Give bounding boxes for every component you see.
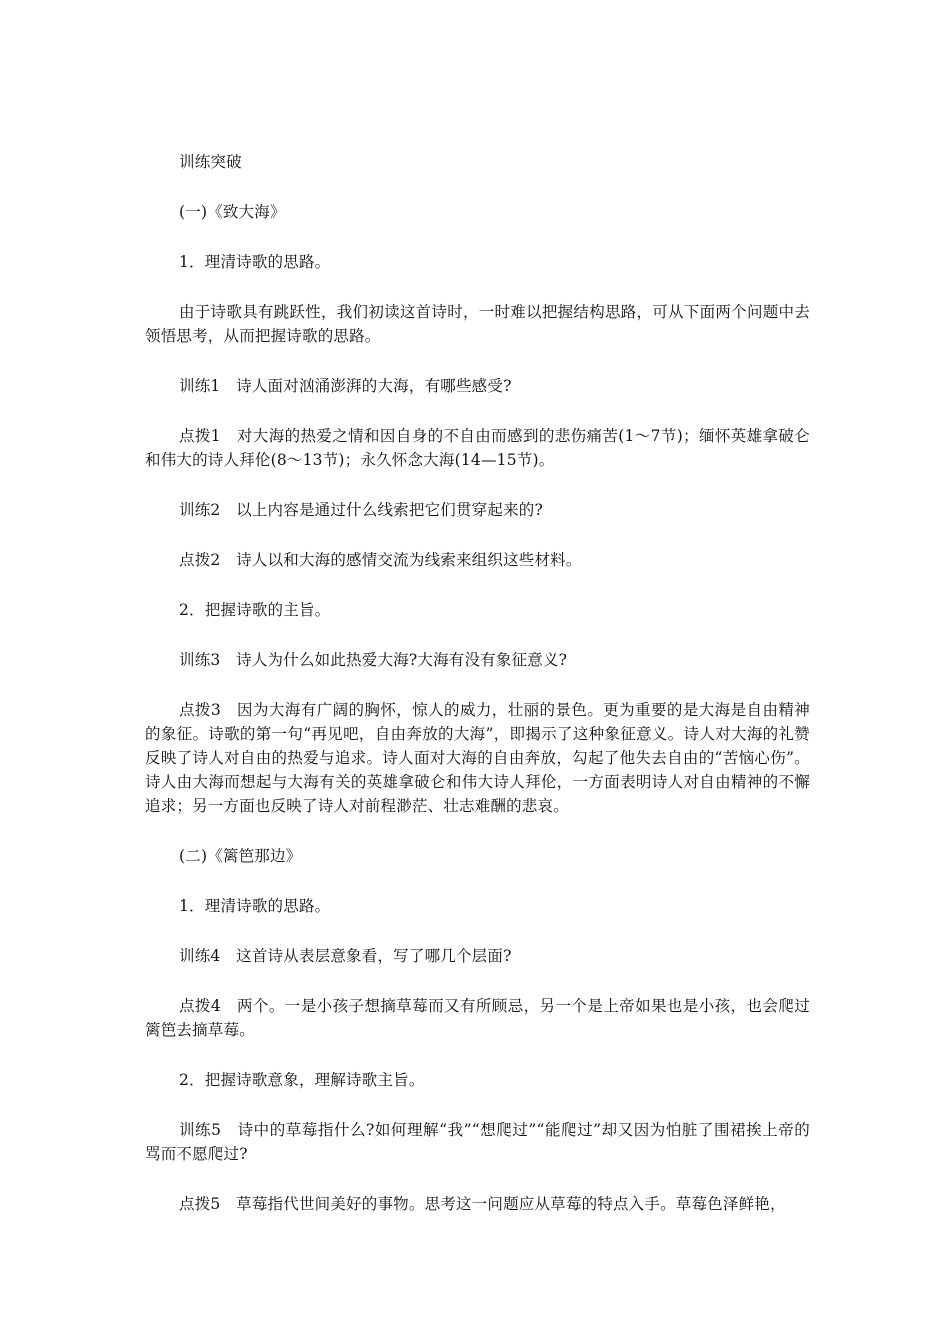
exercise-5: 训练5 诗中的草莓指什么?如何理解“我”“想爬过”“能爬过”却又因为怕脏了围裙挨上帝的骂而不愿爬过? — [145, 1121, 810, 1163]
section-title-to-the-sea: (一)《致大海》 — [179, 203, 286, 221]
subheading-imagery-theme: 2．把握诗歌意象，理解诗歌主旨。 — [179, 1071, 425, 1089]
heading-training-breakthrough: 训练突破 — [179, 153, 242, 171]
paragraph-intro: 由于诗歌具有跳跃性，我们初读这首诗时，一时难以把握结构思路，可从下面两个问题中去领悟思考，从而把握诗歌的思路。 — [145, 303, 810, 345]
subheading-poem-thread-2: 1．理清诗歌的思路。 — [179, 897, 331, 915]
hint-2: 点拨2 诗人以和大海的感情交流为线索来组织这些材料。 — [179, 551, 582, 569]
exercise-1: 训练1 诗人面对汹涌澎湃的大海，有哪些感受? — [179, 377, 512, 395]
hint-3: 点拨3 因为大海有广阔的胸怀，惊人的威力，壮丽的景色。更为重要的是大海是自由精神的象征。诗歌的第一句“再见吧，自由奔放的大海”，即揭示了这种象征意义。诗人对大海的礼赞反映了诗人对自由的热爱与追求。诗人面对大海的自由奔放，勾起了他失去自由的“苦恼心伤”。诗人由大海而想起与大海有关的英雄拿破仑和伟大诗人拜伦，一方面表明诗人对自由精神的不懈追求；另一方面也反映了诗人对前程渺茫、壮志难酬的悲哀。 — [145, 701, 810, 815]
hint-1: 点拨1 对大海的热爱之情和因自身的不自由而感到的悲伤痛苦(1～7节)；缅怀英雄拿破仑和伟大的诗人拜伦(8～13节)；永久怀念大海(14—15节)。 — [145, 427, 810, 469]
exercise-3: 训练3 诗人为什么如此热爱大海?大海有没有象征意义? — [179, 651, 568, 669]
exercise-2: 训练2 以上内容是通过什么线索把它们贯穿起来的? — [179, 501, 543, 519]
subheading-poem-theme: 2．把握诗歌的主旨。 — [179, 601, 331, 619]
exercise-4: 训练4 这首诗从表层意象看，写了哪几个层面? — [179, 947, 512, 965]
document-body — [145, 150, 810, 1216]
subheading-poem-thread: 1．理清诗歌的思路。 — [179, 253, 331, 271]
hint-4: 点拨4 两个。一是小孩子想摘草莓而又有所顾忌，另一个是上帝如果也是小孩，也会爬过篱笆去摘草莓。 — [145, 997, 810, 1039]
hint-5: 点拨5 草莓指代世间美好的事物。思考这一问题应从草莓的特点入手。草莓色泽鲜艳， — [179, 1195, 786, 1213]
section-title-beyond-the-fence: (二)《篱笆那边》 — [179, 847, 302, 865]
